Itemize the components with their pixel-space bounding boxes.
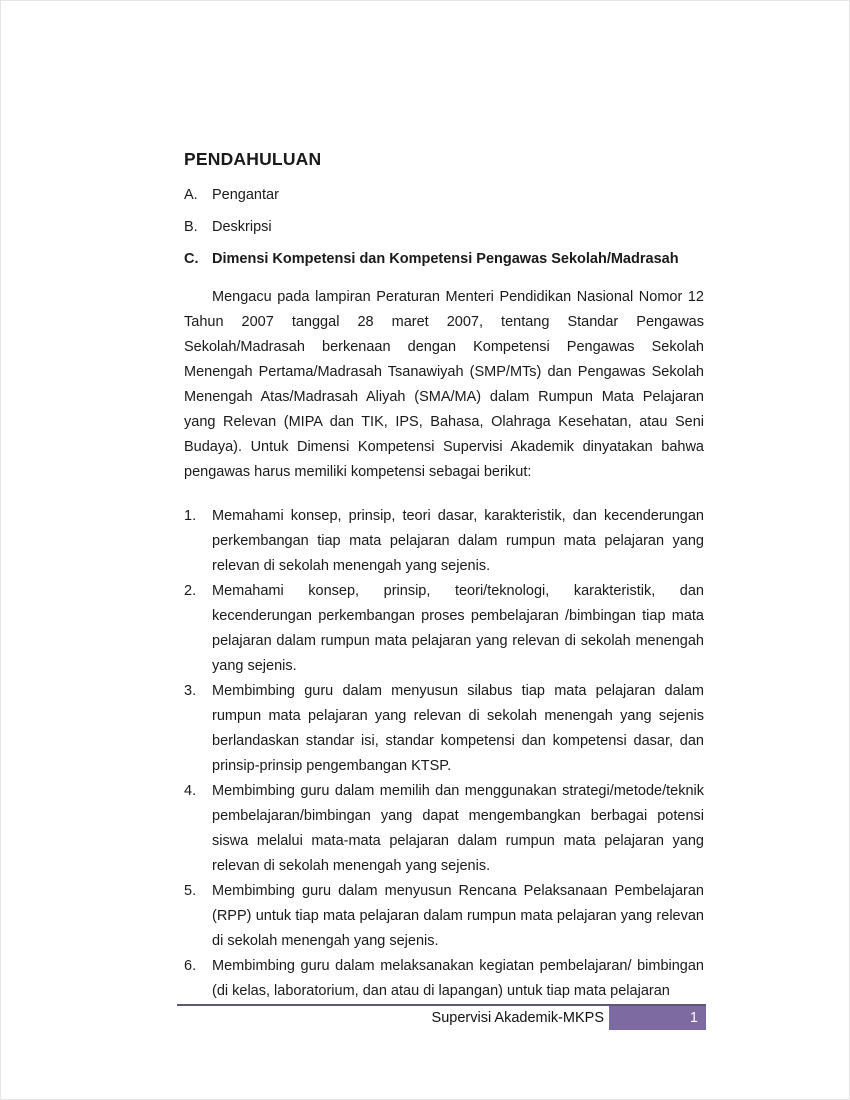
page-title: PENDAHULUAN [184,149,322,169]
list-item-text: Memahami konsep, prinsip, teori/teknologi, karakteristik, dan kecenderungan perkembangan proses pembelajaran /bimbingan tiap mata pelajaran dalam rumpun mata pelajaran yang relevan di sekolah menengah yang sejenis. [212,583,704,674]
list-item-number: 5. [184,883,197,899]
outline-item-text: Deskripsi [212,219,272,235]
list-item-text: Membimbing guru dalam menyusun Rencana Pelaksanaan Pembelajaran (RPP) untuk tiap mata pelajaran dalam rumpun mata pelajaran yang relevan di sekolah menengah yang sejenis. [212,883,704,949]
outline-item-deskripsi [184,218,704,236]
list-item [184,954,704,1004]
outline-item-pengantar [184,186,704,204]
list-item [184,779,704,879]
list-item-text: Membimbing guru dalam melaksanakan kegiatan pembelajaran/ bimbingan (di kelas, laboratorium, dan atau di lapangan) untuk tiap mata pelajaran [212,958,704,999]
list-item [184,879,704,954]
outline-item-label: C. [184,251,199,267]
list-item-number: 2. [184,583,197,599]
outline-item-dimensi-kompetensi [184,250,704,268]
outline-item-text: Dimensi Kompetensi dan Kompetensi Pengawas Sekolah/Madrasah [212,251,679,267]
outline-list [184,186,704,268]
page-number-badge: 1 [609,1006,706,1030]
footer-document-title: Supervisi Akademik-MKPS [431,1010,604,1026]
outline-item-label: A. [184,187,198,203]
outline-item-label: B. [184,219,198,235]
list-item [184,504,704,579]
list-item-number: 1. [184,508,197,524]
list-item [184,579,704,679]
competency-list [184,504,704,1004]
list-item-text: Memahami konsep, prinsip, teori dasar, karakteristik, dan kecenderungan perkembangan tiap mata pelajaran dalam rumpun mata pelajaran yang relevan di sekolah menengah yang sejenis. [212,508,704,574]
page-footer [177,1004,706,1030]
list-item-number: 4. [184,783,197,799]
outline-item-text: Pengantar [212,187,279,203]
list-item-text: Membimbing guru dalam memilih dan menggunakan strategi/metode/teknik pembelajaran/bimbingan yang dapat mengembangkan berbagai potensi siswa melalui mata-mata pelajaran dalam rumpun mata pelajaran yang relevan di sekolah menengah yang sejenis. [212,783,704,874]
document-body [184,149,704,1004]
list-item-number: 6. [184,958,197,974]
list-item-number: 3. [184,683,197,699]
intro-paragraph: Mengacu pada lampiran Peraturan Menteri Pendidikan Nasional Nomor 12 Tahun 2007 tanggal 28 maret 2007, tentang Standar Pengawas Sekolah/Madrasah berkenaan dengan Kompetensi Pengawas Sekolah Menengah Pertama/Madrasah Tsanawiyah (SMP/MTs) dan Pengawas Sekolah Menengah Atas/Madrasah Aliyah (SMA/MA) dalam Rumpun Mata Pelajaran yang Relevan (MIPA dan TIK, IPS, Bahasa, Olahraga Kesehatan, atau Seni Budaya). Untuk Dimensi Kompetensi Supervisi Akademik dinyatakan bahwa pengawas harus memiliki kompetensi sebagai berikut: [184,289,704,480]
list-item [184,679,704,779]
list-item-text: Membimbing guru dalam menyusun silabus tiap mata pelajaran dalam rumpun mata pelajaran yang relevan di sekolah menengah yang sejenis berlandaskan standar isi, standar kompetensi dan kompetensi dasar, dan prinsip-prinsip pengembangan KTSP. [212,683,704,774]
